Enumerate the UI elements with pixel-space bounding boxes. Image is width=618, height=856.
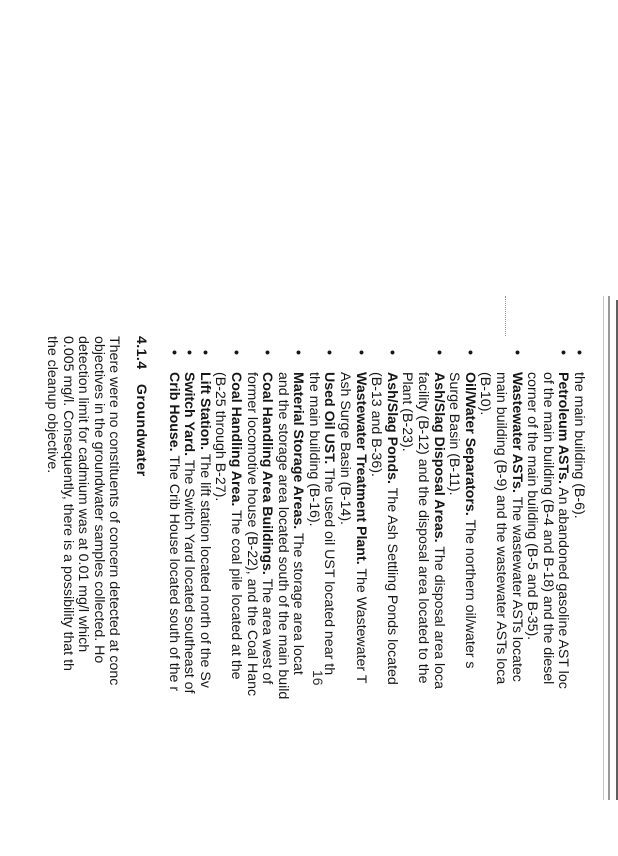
- bullet-icon: •: [352, 350, 369, 355]
- item-text: The storage area locat: [290, 532, 307, 675]
- bullet-icon: •: [290, 350, 307, 355]
- item-term: Coal Handling Area Buildings.: [259, 372, 276, 575]
- item-text: The Crib House located south of the r: [165, 455, 182, 692]
- bullet-icon: •: [383, 350, 400, 355]
- item-term: Crib House.: [165, 372, 182, 452]
- item-text: The used oil UST located near th: [321, 467, 338, 676]
- list-item-continuation: former locomotive house (B-22), and the Coal Hanc: [243, 372, 260, 697]
- bullet-icon: •: [461, 350, 478, 355]
- list-item-continuation: (B-25 through B-27).: [212, 372, 229, 502]
- dotted-rule: [504, 296, 506, 336]
- list-item: [461, 336, 477, 856]
- bullet-icon: •: [321, 350, 338, 355]
- list-item-continuation: Plant (B-23).: [399, 372, 416, 452]
- list-item-continuation: and the storage area located south of the main build: [274, 372, 291, 700]
- bullet-icon: •: [165, 350, 182, 355]
- item-term: Wastewater ASTs.: [508, 372, 525, 493]
- item-term: Petroleum ASTs.: [555, 372, 572, 484]
- item-text: The coal pile located at the: [227, 509, 244, 680]
- paragraph-line: There were no constituents of concern detected at conc: [106, 336, 123, 686]
- list-item-continuation: main building (B-9) and the wastewater ASTs loca: [493, 372, 510, 685]
- bullet-icon: •: [259, 350, 276, 355]
- bullet-icon: •: [430, 350, 447, 355]
- page-content: [43, 336, 586, 856]
- list-item: [259, 336, 275, 856]
- section-heading: [132, 336, 148, 856]
- list-item: [430, 336, 446, 856]
- item-term: Switch Yard.: [181, 372, 198, 457]
- bullet-icon: •: [508, 350, 525, 355]
- bullet-list: [165, 336, 586, 856]
- paragraph-line: objectives in the groundwater samples collected. Ho: [90, 336, 107, 664]
- list-item: [181, 336, 197, 856]
- list-item-continuation: (B-10).: [477, 372, 494, 416]
- list-item: [227, 336, 243, 856]
- section-title: Groundwater: [132, 383, 149, 477]
- item-term: Material Storage Areas.: [290, 372, 307, 530]
- list-item-continuation: of the main building (B-4 and B-18) and the diesel: [539, 372, 556, 685]
- item-text: The Wastewater T: [352, 568, 369, 684]
- item-text: The northern oil/water s: [461, 519, 478, 669]
- list-item-continuation: Ash Surge Basin (B-14).: [337, 372, 354, 525]
- scan-edge-rule: [608, 296, 610, 800]
- list-item-continuation: Surge Basin (B-11).: [446, 372, 463, 496]
- list-item: [570, 336, 586, 856]
- list-item-continuation: corner of the main building (B-5 and B-35).: [524, 372, 541, 641]
- item-text: The wastewater ASTs locatec: [508, 496, 525, 682]
- item-term: Ash/Slag Disposal Areas.: [430, 372, 447, 543]
- paragraph-line: detection limit for cadmium was at 0.01 mg/l which: [75, 336, 92, 653]
- list-item-continuation: facility (B-12) and the disposal area located to the: [415, 372, 432, 684]
- section-number: 4.1.4: [132, 336, 149, 370]
- item-text: The Switch Yard located southeast of: [181, 459, 198, 694]
- bullet-icon: •: [181, 350, 198, 355]
- list-item-continuation: (B-13 and B-36).: [368, 372, 385, 477]
- item-text: An abandoned gasoline AST loc: [555, 487, 572, 689]
- list-item: [508, 336, 524, 856]
- bullet-icon: •: [555, 350, 572, 355]
- item-text: The area west of: [259, 578, 276, 685]
- item-term: Oil/Water Separators.: [461, 372, 478, 516]
- list-item: [290, 336, 306, 856]
- paragraph-line: 0.005 mg/l. Consequently, there is a possibility that th: [59, 336, 76, 671]
- item-text: the main building (B-6).: [571, 372, 587, 519]
- bullet-icon: •: [227, 350, 244, 355]
- list-item: [321, 336, 337, 856]
- item-term: Coal Handling Area.: [227, 372, 244, 507]
- list-item: [383, 336, 399, 856]
- item-term: Used Oil UST.: [321, 372, 338, 465]
- bullet-icon: •: [196, 350, 213, 355]
- item-term: Lift Station.: [196, 372, 213, 451]
- item-text: The Ash Settling Ponds located: [383, 487, 400, 685]
- list-item: [196, 336, 212, 856]
- item-text: The lift station located north of the Sv: [196, 453, 213, 688]
- bullet-icon: •: [571, 350, 587, 355]
- item-term: Wastewater Treatment Plant.: [352, 372, 369, 565]
- paragraph-line: the cleanup objective.: [44, 336, 60, 474]
- groundwater-paragraph: [43, 336, 121, 856]
- list-item: [165, 336, 181, 856]
- list-item-continuation: the main building (B-16).: [305, 372, 322, 527]
- list-item: [555, 336, 571, 856]
- list-item: [352, 336, 368, 856]
- item-term: Ash/Slag Ponds.: [383, 372, 400, 484]
- item-text: The disposal area loca: [430, 546, 447, 690]
- page-number: 16: [310, 670, 326, 686]
- scan-edge-rule-secondary: [603, 296, 604, 800]
